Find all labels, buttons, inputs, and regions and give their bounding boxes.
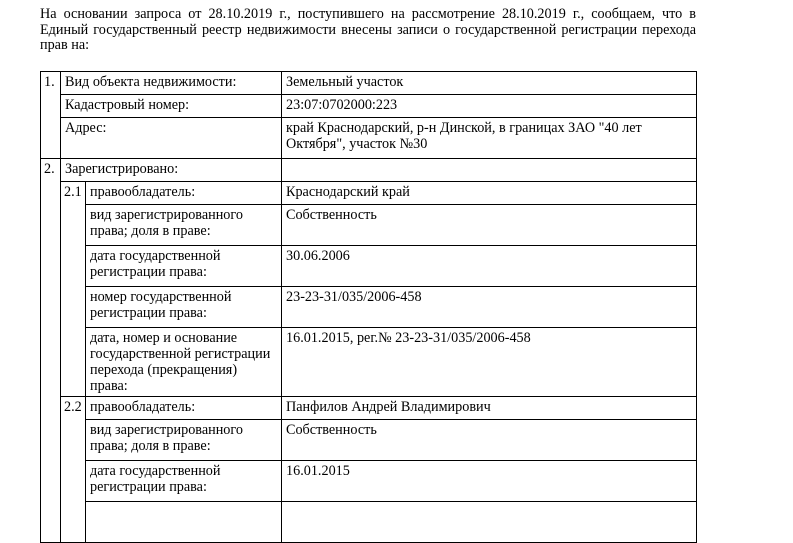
cadastral-number-value: 23:07:0702000:223 xyxy=(282,95,697,118)
transfer-value: 16.01.2015, рег.№ 23-23-31/035/2006-458 xyxy=(282,328,697,397)
holder-label: правообладатель: xyxy=(86,182,282,205)
right-type-label: вид зарегистрированного права; доля в праве: xyxy=(86,420,282,461)
reg-number-value: 23-23-31/035/2006-458 xyxy=(282,287,697,328)
section-number: 1. xyxy=(41,72,61,159)
table-row xyxy=(41,72,697,95)
holder-value: Краснодарский край xyxy=(282,182,697,205)
object-type-label: Вид объекта недвижимости: xyxy=(61,72,282,95)
address-label: Адрес: xyxy=(61,118,282,159)
right-type-label: вид зарегистрированного права; доля в праве: xyxy=(86,205,282,246)
right-type-value: Собственность xyxy=(282,205,697,246)
transfer-label: дата, номер и основание государственной регистрации перехода (прекращения) права: xyxy=(86,328,282,397)
table-row xyxy=(41,95,697,118)
reg-date-label: дата государственной регистрации права: xyxy=(86,246,282,287)
entry-number: 2.1 xyxy=(61,182,86,397)
table-row xyxy=(41,328,697,397)
address-value: край Краснодарский, р-н Динской, в границах ЗАО "40 лет Октября", участок №30 xyxy=(282,118,697,159)
table-row xyxy=(41,397,697,420)
reg-date-value: 30.06.2006 xyxy=(282,246,697,287)
table-row xyxy=(41,182,697,205)
table-row xyxy=(41,287,697,328)
table-row xyxy=(41,159,697,182)
table-row xyxy=(41,118,697,159)
cut-off-label xyxy=(86,502,282,543)
registered-value xyxy=(282,159,697,182)
registry-table xyxy=(40,71,697,543)
table-row xyxy=(41,205,697,246)
reg-number-label: номер государственной регистрации права: xyxy=(86,287,282,328)
section-number: 2. xyxy=(41,159,61,543)
holder-label: правообладатель: xyxy=(86,397,282,420)
table-row xyxy=(41,246,697,287)
right-type-value: Собственность xyxy=(282,420,697,461)
cut-off-value xyxy=(282,502,697,543)
object-type-value: Земельный участок xyxy=(282,72,697,95)
registered-label: Зарегистрировано: xyxy=(61,159,282,182)
reg-date-value: 16.01.2015 xyxy=(282,461,697,502)
table-row xyxy=(41,502,697,543)
table-row xyxy=(41,420,697,461)
table-row xyxy=(41,461,697,502)
reg-date-label: дата государственной регистрации права: xyxy=(86,461,282,502)
holder-value: Панфилов Андрей Владимирович xyxy=(282,397,697,420)
intro-paragraph: На основании запроса от 28.10.2019 г., поступившего на рассмотрение 28.10.2019 г., сообщаем, что в Единый государственный реестр недвижимости внесены записи о государственной регистрации перехода прав на: xyxy=(40,6,696,53)
cadastral-number-label: Кадастровый номер: xyxy=(61,95,282,118)
entry-number: 2.2 xyxy=(61,397,86,543)
